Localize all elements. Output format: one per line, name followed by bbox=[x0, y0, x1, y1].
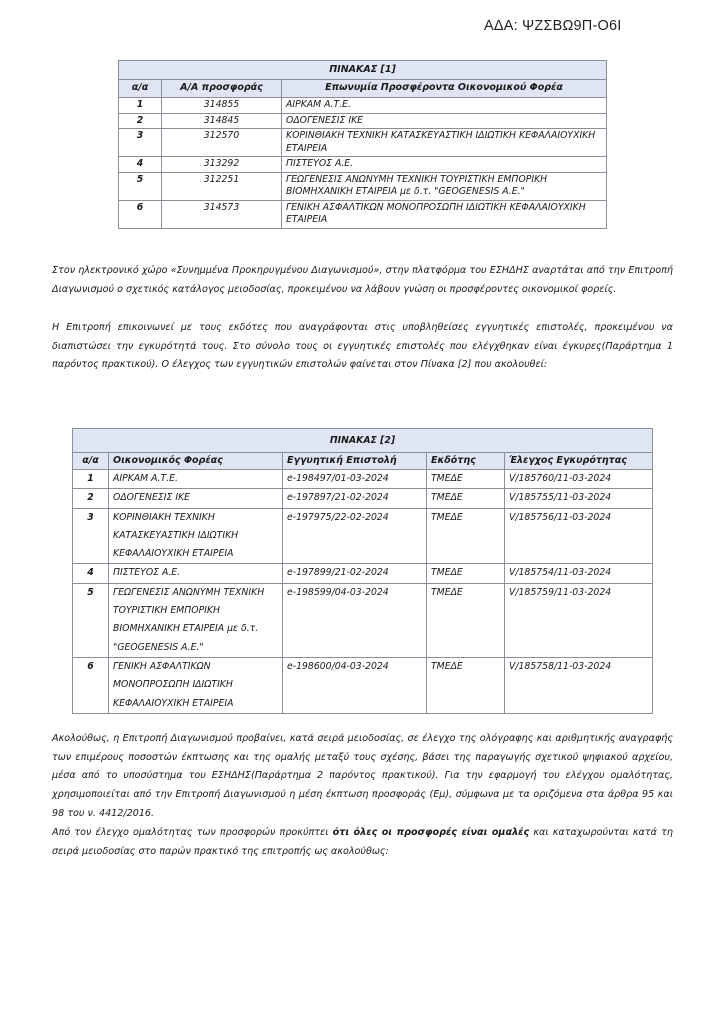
row-bidder: ΓΕΩΓΕΝΕΣΙΣ ΑΝΩΝΥΜΗ ΤΕΧΝΙΚΗ ΤΟΥΡΙΣΤΙΚΗ ΕΜΠΟΡΙΚΗ ΒΙΟΜΗΧΑΝΙΚΗ ΕΤΑΙΡΕΙΑ με δ.τ. "GEOGENESIS A.E." bbox=[109, 583, 283, 657]
row-aa: 1 bbox=[119, 98, 162, 114]
table-row bbox=[73, 508, 653, 564]
row-bidder: ΠΙΣΤΕΥΟΣ Α.Ε. bbox=[109, 564, 283, 583]
row-bidder-name: ΚΟΡΙΝΘΙΑΚΗ ΤΕΧΝΙΚΗ ΚΑΤΑΣΚΕΥΑΣΤΙΚΗ ΙΔΙΩΤΙΚΗ ΚΕΦΑΛΑΙΟΥΧΙΚΗ ΕΤΑΙΡΕΙΑ bbox=[282, 129, 607, 157]
table1-title: ΠΙΝΑΚΑΣ [1] bbox=[119, 61, 607, 80]
table-row bbox=[119, 172, 607, 200]
col-validity-check: Έλεγχος Εγκυρότητας bbox=[505, 453, 653, 470]
table-row bbox=[73, 564, 653, 583]
row-validity-check: V/185758/11-03-2024 bbox=[505, 657, 653, 713]
row-offer-id: 314845 bbox=[162, 113, 282, 129]
row-guarantee-letter: e-197897/21-02-2024 bbox=[283, 489, 427, 508]
col-aa: α/α bbox=[119, 80, 162, 98]
col-bidder: Οικονομικός Φορέας bbox=[109, 453, 283, 470]
row-bidder: ΓΕΝΙΚΗ ΑΣΦΑΛΤΙΚΩΝ ΜΟΝΟΠΡΟΣΩΠΗ ΙΔΙΩΤΙΚΗ ΚΕΦΑΛΑΙΟΥΧΙΚΗ ΕΤΑΙΡΕΙΑ bbox=[109, 657, 283, 713]
table-row bbox=[119, 157, 607, 173]
row-offer-id: 312570 bbox=[162, 129, 282, 157]
row-aa: 2 bbox=[119, 113, 162, 129]
paragraph-result bbox=[52, 824, 673, 861]
row-bidder: ΟΔΟΓΕΝΕΣΙΣ ΙΚΕ bbox=[109, 489, 283, 508]
row-offer-id: 312251 bbox=[162, 172, 282, 200]
paragraph-guarantee-check: Η Επιτροπή επικοινωνεί με τους εκδότες που αναγράφονται στις υποβληθείσες εγγυητικές επιστολές, προκειμένου να διαπιστώσει την εγκυρότητά τους. Στο σύνολο τους οι εγγυητικές επιστολές που ελέγχθηκαν είναι έγκυρες(Παράρτημα 1 παρόντος πρακτικού). Ο έλεγχος των εγγυητικών επιστολών φαίνεται στον Πίνακα [2] που ακολουθεί: bbox=[52, 322, 673, 371]
row-issuer: ΤΜΕΔΕ bbox=[427, 470, 505, 489]
paragraph-normality-check: Ακολούθως, η Επιτροπή Διαγωνισμού προβαίνει, κατά σειρά μειοδοσίας, σε έλεγχο της ολόγραφης και αριθμητικής αναγραφής των επιμέρους ποσοστών έκπτωσης και της ομαλής μεταξύ τους σχέσης, βάσει της παραγωγής σχετικού ψηφιακού αρχείου, μέσα από το υποσύστημα του ΕΣΗΔΗΣ(Παράρτημα 2 παρόντος πρακτικού). Για την εφαρμογή του ελέγχου ομαλότητας, χρησιμοποιείται από την Επιτροπή Διαγωνισμού η μέση έκπτωση προσφοράς (Εμ), σύμφωνα με τα οριζόμενα στα άρθρα 95 και 98 του ν. 4412/2016. bbox=[52, 733, 673, 819]
table-row bbox=[119, 98, 607, 114]
row-aa: 2 bbox=[73, 489, 109, 508]
row-issuer: ΤΜΕΔΕ bbox=[427, 583, 505, 657]
col-issuer: Εκδότης bbox=[427, 453, 505, 470]
paragraph-ranking-list: Στον ηλεκτρονικό χώρο «Συνημμένα Προκηρυγμένου Διαγωνισμού», στην πλατφόρμα του ΕΣΗΔΗΣ αναρτάται από την Επιτροπή Διαγωνισμού ο σχετικός κατάλογος μειοδοσίας, προκειμένου να λάβουν γνώση οι προσφέροντες οικονομικοί φορείς. bbox=[52, 265, 673, 295]
table-row bbox=[119, 113, 607, 129]
row-aa: 6 bbox=[73, 657, 109, 713]
table-row bbox=[73, 470, 653, 489]
row-aa: 1 bbox=[73, 470, 109, 489]
row-issuer: ΤΜΕΔΕ bbox=[427, 564, 505, 583]
row-guarantee-letter: e-197975/22-02-2024 bbox=[283, 508, 427, 564]
row-offer-id: 314855 bbox=[162, 98, 282, 114]
col-guarantee-letter: Εγγυητική Επιστολή bbox=[283, 453, 427, 470]
row-validity-check: V/185759/11-03-2024 bbox=[505, 583, 653, 657]
row-bidder: ΑΙΡΚΑΜ Α.Τ.Ε. bbox=[109, 470, 283, 489]
row-guarantee-letter: e-197899/21-02-2024 bbox=[283, 564, 427, 583]
ada-code: ΑΔΑ: ΨΖΣΒΩ9Π-Ο6Ι bbox=[484, 18, 622, 34]
table-row bbox=[73, 489, 653, 508]
row-guarantee-letter: e-198599/04-03-2024 bbox=[283, 583, 427, 657]
row-validity-check: V/185755/11-03-2024 bbox=[505, 489, 653, 508]
row-bidder-name: ΟΔΟΓΕΝΕΣΙΣ ΙΚΕ bbox=[282, 113, 607, 129]
row-bidder: ΚΟΡΙΝΘΙΑΚΗ ΤΕΧΝΙΚΗ ΚΑΤΑΣΚΕΥΑΣΤΙΚΗ ΙΔΙΩΤΙΚΗ ΚΕΦΑΛΑΙΟΥΧΙΚΗ ΕΤΑΙΡΕΙΑ bbox=[109, 508, 283, 564]
row-guarantee-letter: e-198600/04-03-2024 bbox=[283, 657, 427, 713]
row-bidder-name: ΠΙΣΤΕΥΟΣ Α.Ε. bbox=[282, 157, 607, 173]
col-offer-id: Α/Α προσφοράς bbox=[162, 80, 282, 98]
row-bidder-name: ΑΙΡΚΑΜ Α.Τ.Ε. bbox=[282, 98, 607, 114]
guarantee-letters-table bbox=[72, 428, 653, 714]
row-issuer: ΤΜΕΔΕ bbox=[427, 657, 505, 713]
col-bidder-name: Επωνυμία Προσφέροντα Οικονομικού Φορέα bbox=[282, 80, 607, 98]
row-aa: 5 bbox=[119, 172, 162, 200]
col-aa: α/α bbox=[73, 453, 109, 470]
row-guarantee-letter: e-198497/01-03-2024 bbox=[283, 470, 427, 489]
row-validity-check: V/185760/11-03-2024 bbox=[505, 470, 653, 489]
row-aa: 3 bbox=[119, 129, 162, 157]
offers-table bbox=[118, 60, 607, 229]
result-highlight: ότι όλες οι προσφορές είναι ομαλές bbox=[332, 827, 530, 838]
row-offer-id: 314573 bbox=[162, 200, 282, 228]
row-aa: 4 bbox=[119, 157, 162, 173]
row-bidder-name: ΓΕΝΙΚΗ ΑΣΦΑΛΤΙΚΩΝ ΜΟΝΟΠΡΟΣΩΠΗ ΙΔΙΩΤΙΚΗ ΚΕΦΑΛΑΙΟΥΧΙΚΗ ΕΤΑΙΡΕΙΑ bbox=[282, 200, 607, 228]
row-aa: 6 bbox=[119, 200, 162, 228]
result-text-pre: Από τον έλεγχο ομαλότητας των προσφορών προκύπτει bbox=[52, 827, 333, 838]
row-issuer: ΤΜΕΔΕ bbox=[427, 489, 505, 508]
row-offer-id: 313292 bbox=[162, 157, 282, 173]
row-validity-check: V/185754/11-03-2024 bbox=[505, 564, 653, 583]
row-aa: 3 bbox=[73, 508, 109, 564]
row-validity-check: V/185756/11-03-2024 bbox=[505, 508, 653, 564]
table2-title: ΠΙΝΑΚΑΣ [2] bbox=[73, 429, 653, 453]
result-text-post: και καταχωρούνται κατά τη σειρά μειοδοσίας στο παρών πρακτικό της επιτροπής ως ακολούθως: bbox=[52, 827, 673, 857]
table-row bbox=[73, 657, 653, 713]
row-bidder-name: ΓΕΩΓΕΝΕΣΙΣ ΑΝΩΝΥΜΗ ΤΕΧΝΙΚΗ ΤΟΥΡΙΣΤΙΚΗ ΕΜΠΟΡΙΚΗ ΒΙΟΜΗΧΑΝΙΚΗ ΕΤΑΙΡΕΙΑ με δ.τ. "GEOGENESIS A.E." bbox=[282, 172, 607, 200]
row-aa: 4 bbox=[73, 564, 109, 583]
table-row bbox=[73, 583, 653, 657]
table-row bbox=[119, 200, 607, 228]
row-issuer: ΤΜΕΔΕ bbox=[427, 508, 505, 564]
row-aa: 5 bbox=[73, 583, 109, 657]
table-row bbox=[119, 129, 607, 157]
